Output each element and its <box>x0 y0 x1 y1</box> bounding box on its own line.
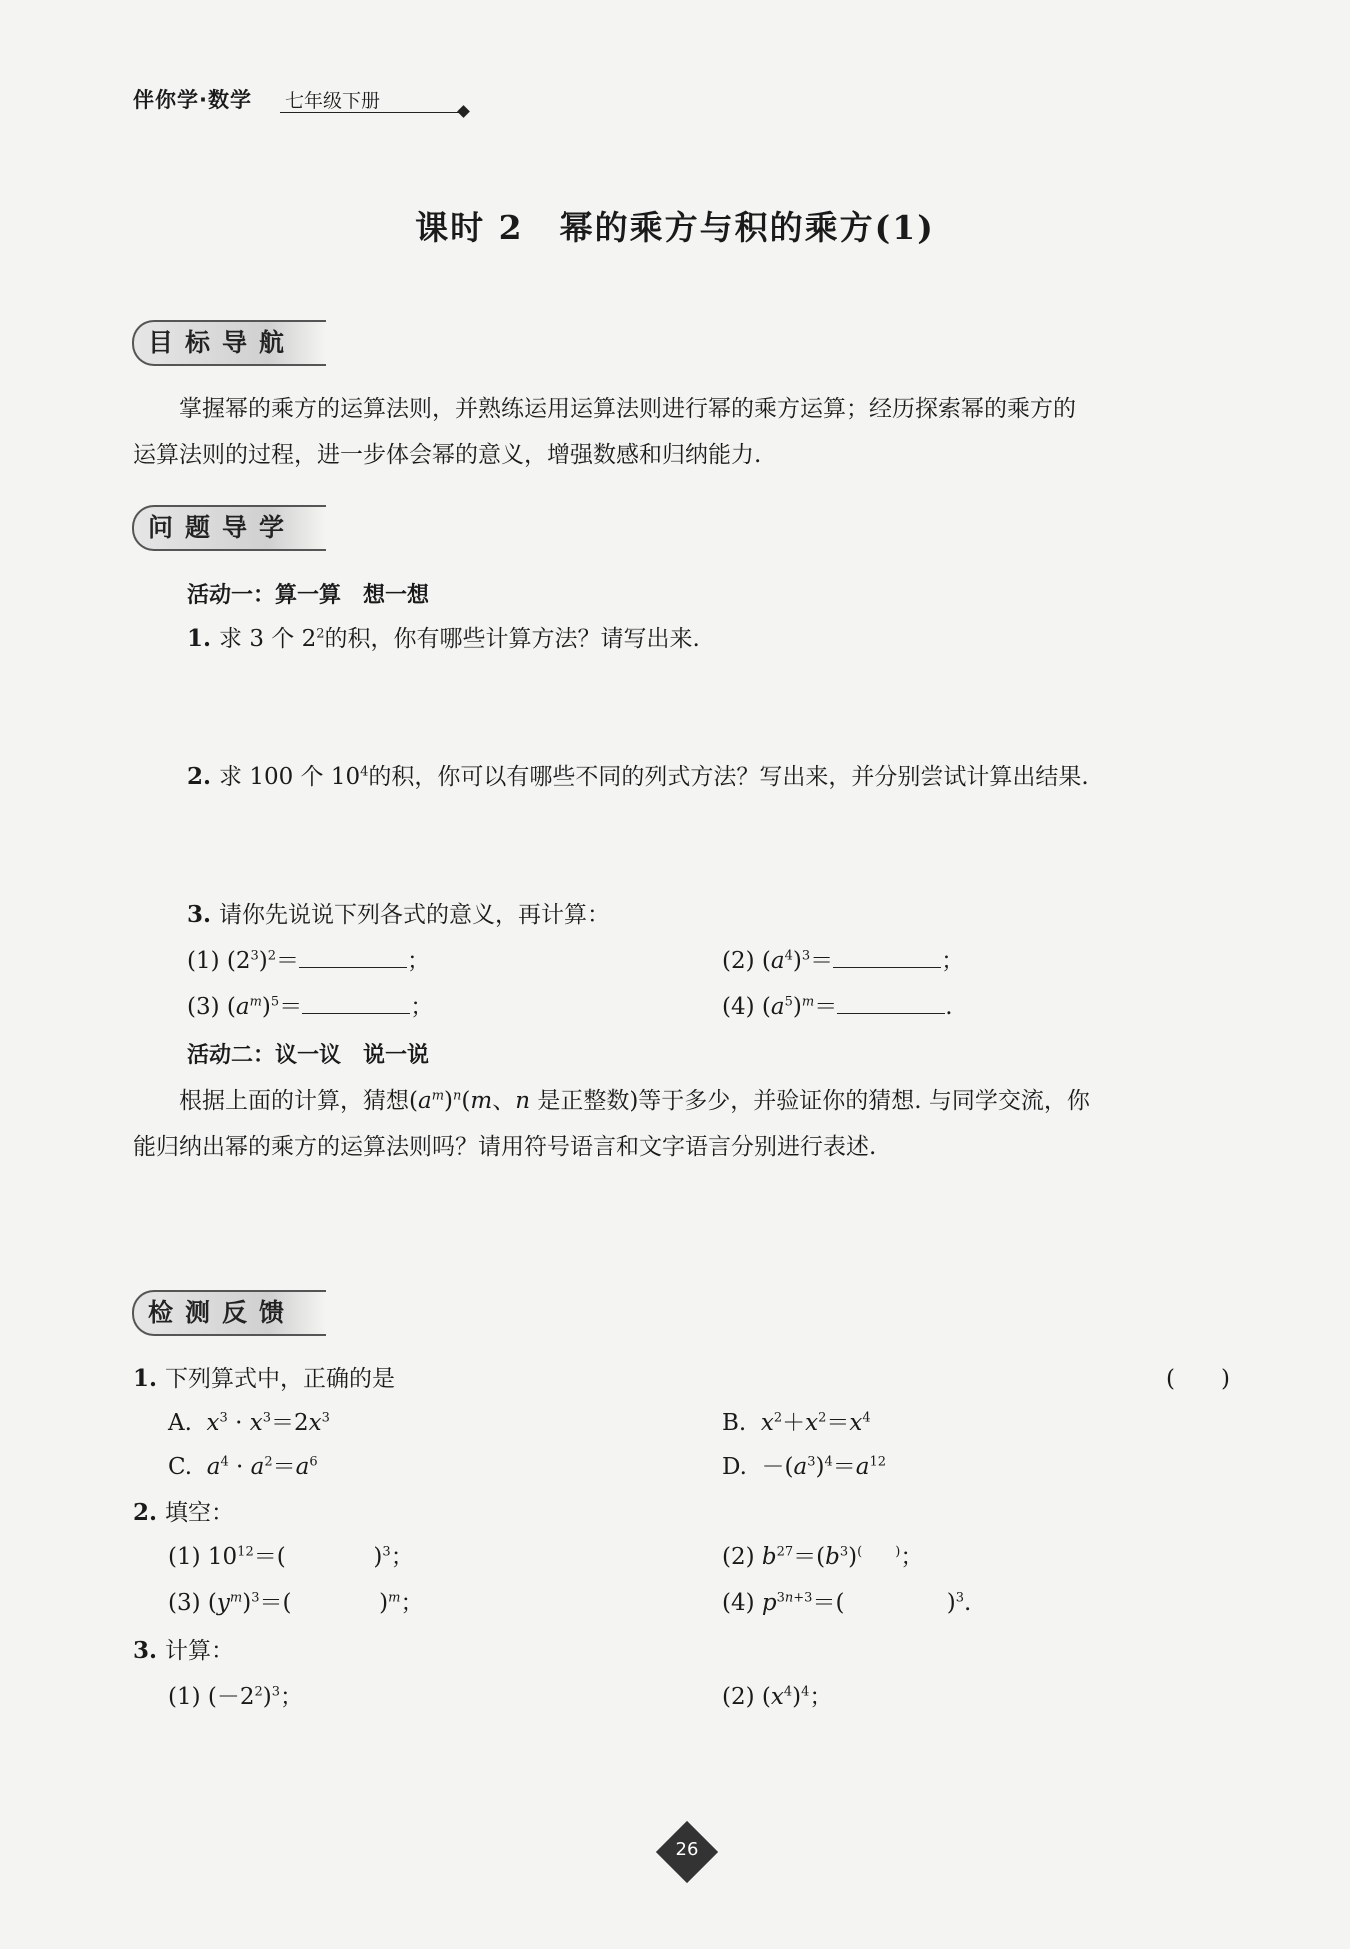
question-3 <box>187 898 610 932</box>
activity-2-line-2: 能归纳出幂的乘方的运算法则吗？请用符号语言和文字语言分别进行表述. <box>133 1134 877 1160</box>
check-q3-number: 3. <box>133 1637 158 1664</box>
answer-blank[interactable] <box>299 945 407 968</box>
fill-item-1: (1) $10^{12}=$( )$^3$； <box>168 1544 414 1570</box>
question-1-number: 1. <box>187 625 212 652</box>
page-number: 26 <box>675 1839 699 1860</box>
question-1 <box>187 622 700 656</box>
book-title: 伴你学·数学 <box>133 88 252 112</box>
q3-item-3: (3) $(a^m)^5=$ ； <box>187 990 433 1024</box>
section-badge-goal: 目标导航 <box>132 320 326 366</box>
fill-item-2: (2) $b^{27}=(b^3)^{( )}$； <box>722 1544 924 1570</box>
calc-item-1: (1) $(-2^2)^3$； <box>168 1684 304 1710</box>
check-q2-text: 填空： <box>165 1500 235 1526</box>
activity-1-title: 活动一：算一算 想一想 <box>187 583 430 608</box>
q3-item-1: (1) $(2^3)^2=$ ； <box>187 944 430 978</box>
goal-line-1: 掌握幂的乘方的运算法则，并熟练运用运算法则进行幂的乘方运算；经历探索幂的乘方的 <box>179 396 1076 422</box>
question-2-number: 2. <box>187 763 212 790</box>
check-q1-text: 下列算式中，正确的是 <box>165 1366 396 1392</box>
option-d: D. $-(a^3)^4=a^{12}$ <box>722 1454 887 1480</box>
section-badge-guide: 问题导学 <box>132 505 326 551</box>
activity-2-text-b: ( <box>461 1088 471 1114</box>
answer-blank[interactable] <box>302 991 410 1014</box>
question-3-number: 3. <box>187 901 212 928</box>
section-badge-check: 检测反馈 <box>132 1290 326 1336</box>
check-q1-number: 1. <box>133 1365 158 1392</box>
answer-blank[interactable] <box>833 945 941 968</box>
option-a: A. $x^3 \cdot x^3=2x^3$ <box>168 1410 330 1436</box>
header-rule <box>280 112 460 113</box>
question-2-text-a: 求 100 个 10 <box>219 764 361 790</box>
answer-bracket[interactable]: ( ) <box>1166 1366 1230 1392</box>
check-question-2 <box>133 1496 234 1530</box>
q3-item-2: (2) $(a^4)^3=$ ； <box>722 944 964 978</box>
check-question-3 <box>133 1634 234 1668</box>
check-q3-text: 计算： <box>165 1638 235 1664</box>
grade-label: 七年级下册 <box>285 90 381 112</box>
check-q2-number: 2. <box>133 1499 158 1526</box>
question-2-text-b: 的积，你可以有哪些不同的列式方法？写出来，并分别尝试计算出结果. <box>368 764 1089 790</box>
question-1-exponent: 2 <box>316 626 325 642</box>
question-2 <box>187 760 1089 794</box>
goal-line-2: 运算法则的过程，进一步体会幂的意义，增强数感和归纳能力. <box>133 442 762 468</box>
option-c: C. $a^4 \cdot a^2=a^6$ <box>168 1454 318 1480</box>
check-question-1 <box>133 1362 395 1396</box>
fill-item-4: (4) $p^{3n+3}=$( )$^3$. <box>722 1590 972 1616</box>
page-title <box>0 202 1350 249</box>
answer-blank[interactable] <box>837 991 945 1014</box>
option-b: B. $x^2+x^2=x^4$ <box>722 1410 871 1436</box>
header-diamond-icon <box>457 105 470 118</box>
calc-item-2: (2) $(x^4)^4$； <box>722 1684 833 1710</box>
activity-2-text-a: 根据上面的计算，猜想( <box>179 1088 418 1114</box>
question-2-exponent: 4 <box>360 764 369 780</box>
question-1-text-b: 的积，你有哪些计算方法？请写出来. <box>324 626 700 652</box>
lesson-number: 课时 2 <box>415 208 524 247</box>
activity-2-text-c: 是正整数)等于多少，并验证你的猜想. 与同学交流，你 <box>537 1088 1090 1114</box>
lesson-title: 幂的乘方与积的乘方(1) <box>559 208 935 247</box>
fill-item-3: (3) $(y^m)^3=$( )$^m$； <box>168 1590 424 1616</box>
question-1-text-a: 求 3 个 2 <box>219 626 317 652</box>
q3-item-4: (4) $(a^5)^m=$ . <box>722 990 953 1024</box>
question-3-text: 请你先说说下列各式的意义，再计算： <box>219 902 611 928</box>
activity-2-line-1: 根据上面的计算，猜想$(a^m)^n(m$、n 是正整数)等于多少，并验证你的猜想. 与同学交流，你 <box>179 1088 1090 1114</box>
activity-2-title: 活动二：议一议 说一说 <box>187 1043 430 1068</box>
